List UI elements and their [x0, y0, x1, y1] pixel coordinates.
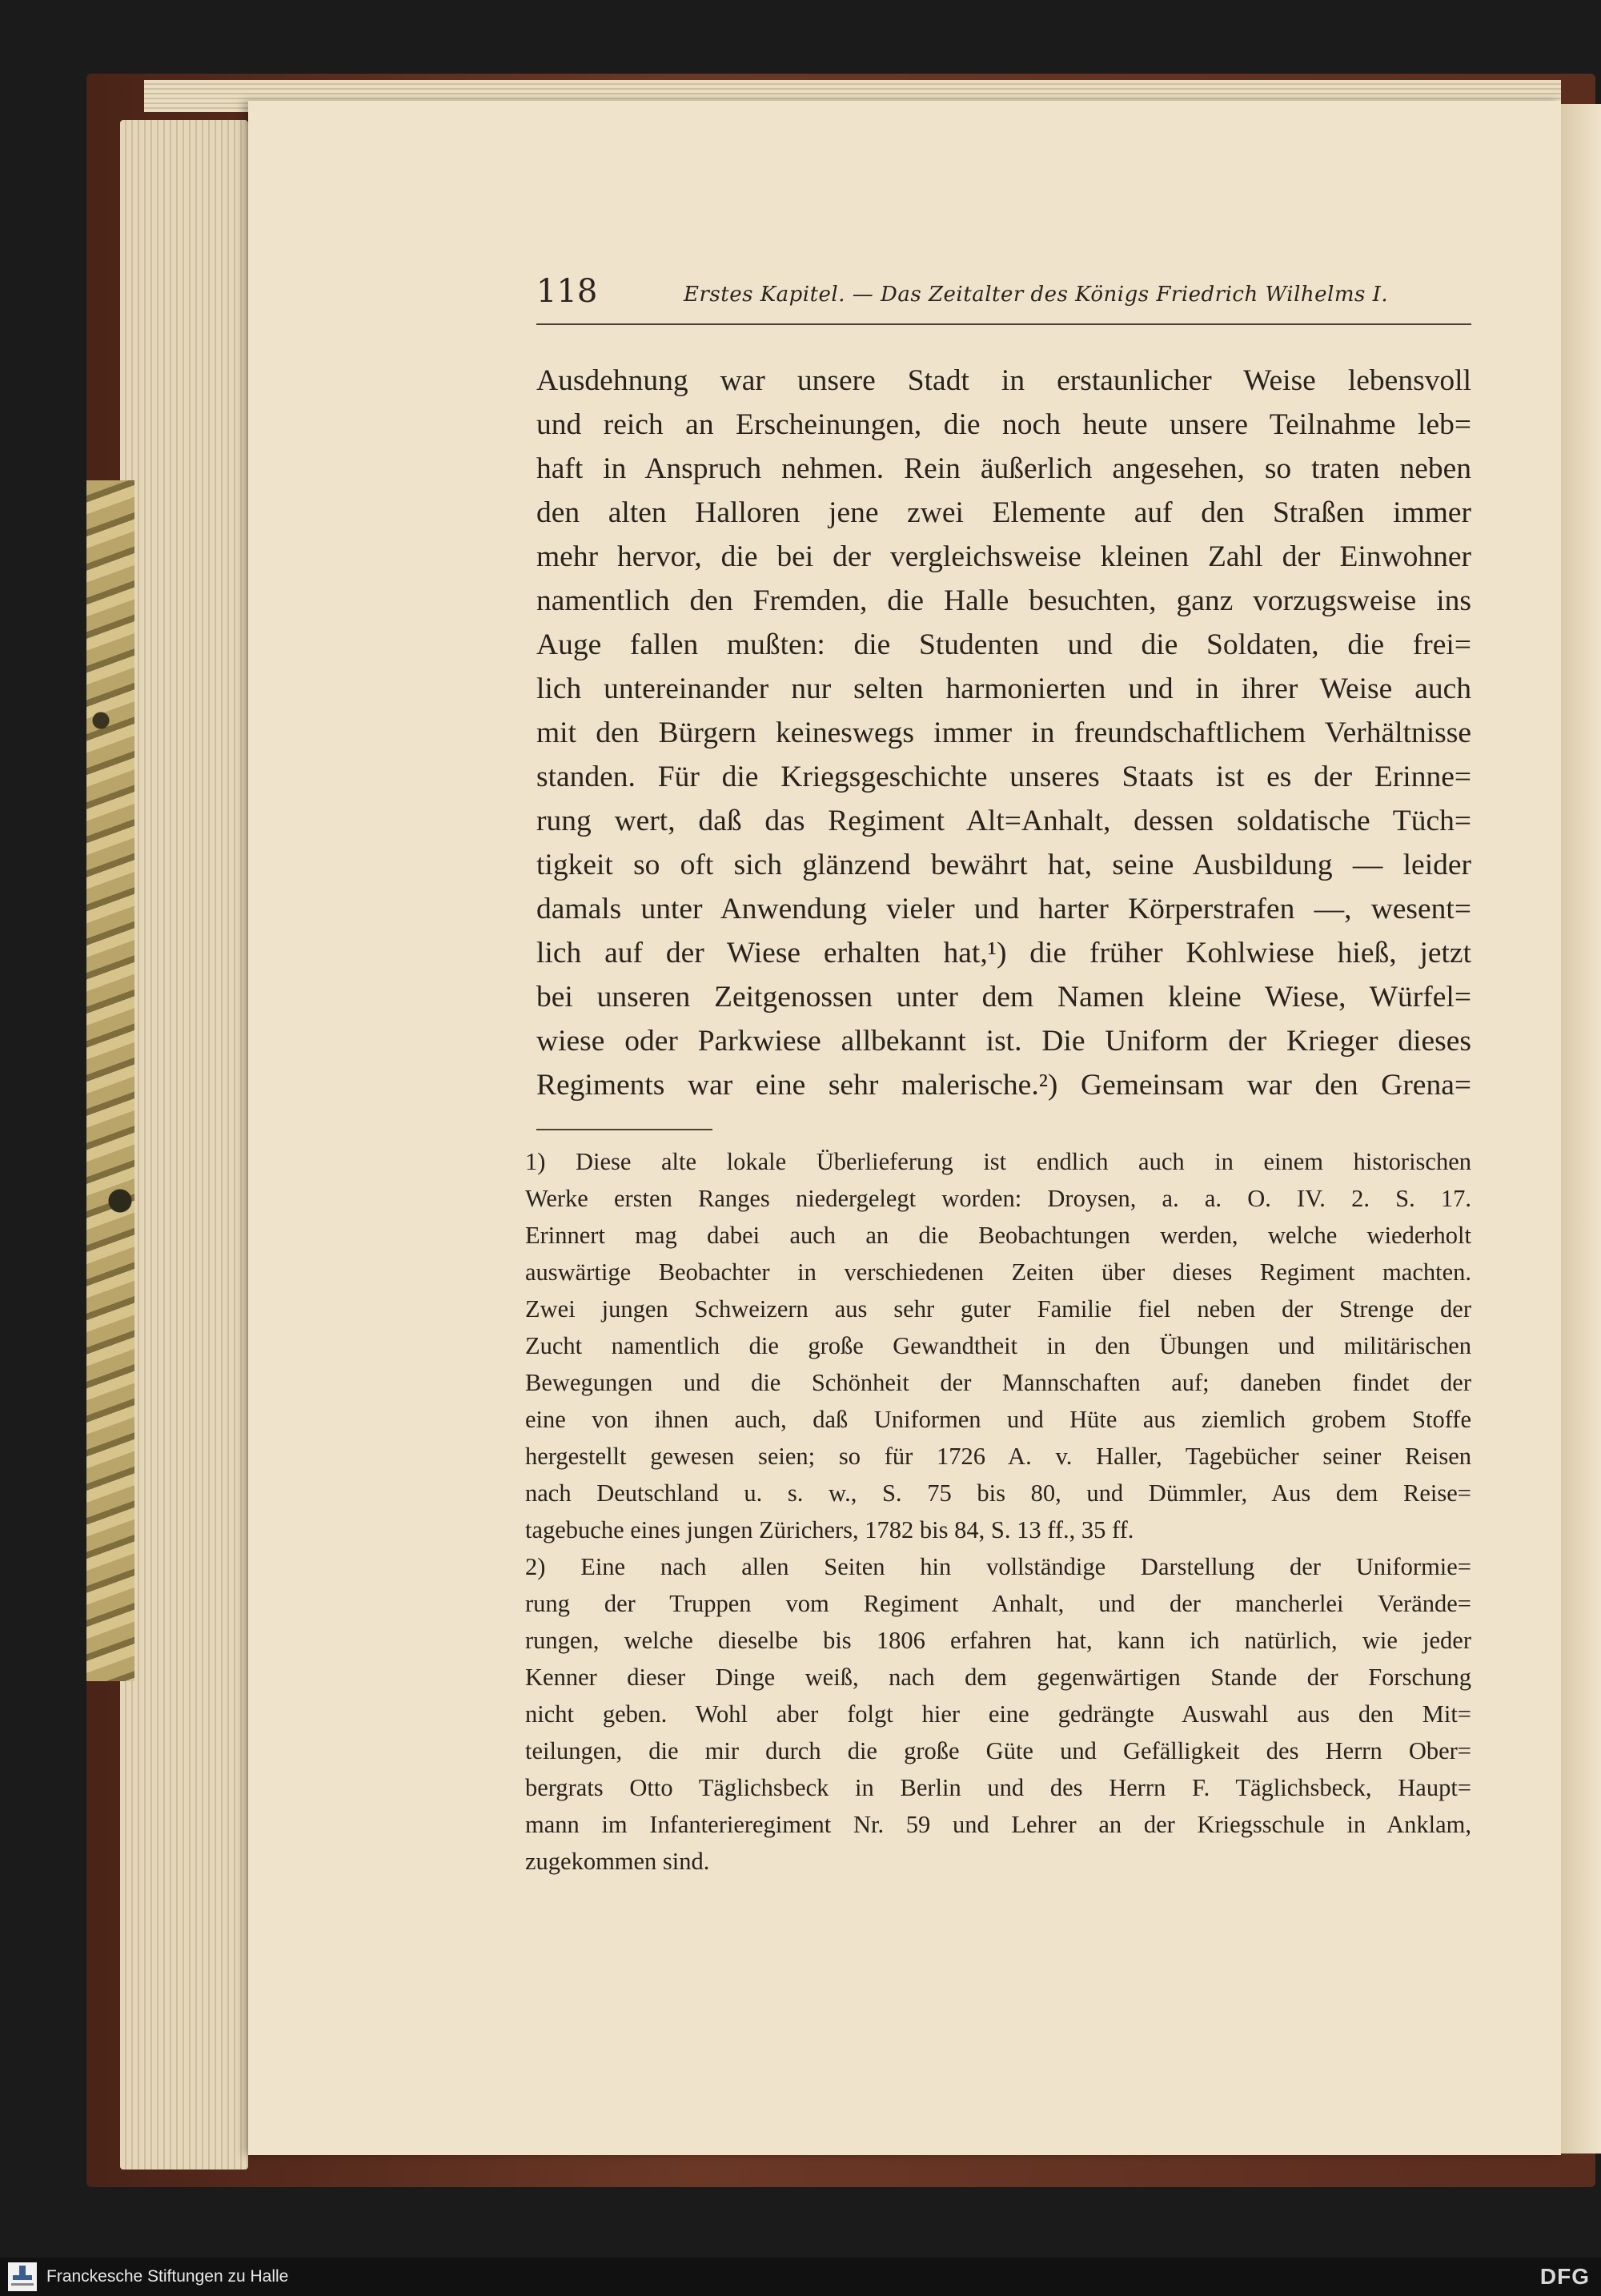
footnote-line: teilungen, die mir durch die große Güte und Gefälligkeit des Herrn Ober= — [525, 1737, 1471, 1764]
footnote-line: Bewegungen und die Schönheit der Mannschaften auf; daneben findet der — [525, 1369, 1471, 1396]
body-line: Ausdehnung war unsere Stadt in erstaunlicher Weise lebensvoll — [536, 364, 1471, 397]
body-text — [536, 359, 1471, 1107]
body-line: haft in Anspruch nehmen. Rein äußerlich angesehen, so traten neben — [536, 452, 1471, 485]
dfg-logo: DFG — [1539, 2264, 1590, 2289]
body-line: lich untereinander nur selten harmonierten und in ihrer Weise auch — [536, 672, 1471, 705]
francke-foundations-logo-icon — [8, 2262, 37, 2291]
footnote-line: Erinnert mag dabei auch an die Beobachtungen werden, welche wiederholt — [525, 1222, 1471, 1249]
footnote-line: mann im Infanterieregiment Nr. 59 und Lehrer an der Kriegsschule in Anklam, — [525, 1811, 1471, 1838]
footnote-line: tagebuche eines jungen Zürichers, 1782 bis 84, S. 13 ff., 35 ff. — [525, 1516, 1134, 1543]
footnote-line: Kenner dieser Dinge weiß, nach dem gegenwärtigen Stande der Forschung — [525, 1664, 1471, 1691]
body-line: damals unter Anwendung vieler und harter Körperstrafen —, wesent= — [536, 893, 1471, 925]
body-line: und reich an Erscheinungen, die noch heute unsere Teilnahme leb= — [536, 408, 1471, 441]
footnote-line: zugekommen sind. — [525, 1848, 710, 1875]
page-right-edge — [1561, 104, 1601, 2154]
footnote-line: rung der Truppen vom Regiment Anhalt, und der mancherlei Verände= — [525, 1590, 1471, 1617]
footnote-line: eine von ihnen auch, daß Uniformen und Hüte aus ziemlich grobem Stoffe — [525, 1406, 1471, 1433]
footnote-line: nicht geben. Wohl aber folgt hier eine gedrängte Auswahl aus den Mit= — [525, 1700, 1471, 1728]
running-head — [536, 272, 1471, 325]
body-line: den alten Halloren jene zwei Elemente auf den Straßen immer — [536, 496, 1471, 529]
footnote-line: nach Deutschland u. s. w., S. 75 bis 80, und Dümmler, Aus dem Reise= — [525, 1479, 1471, 1507]
footnote-line: 1) Diese alte lokale Überlieferung ist endlich auch in einem historischen — [525, 1148, 1471, 1175]
body-line: mit den Bürgern keineswegs immer in freundschaftlichem Verhältnisse — [536, 716, 1471, 749]
body-line: mehr hervor, die bei der vergleichsweise kleinen Zahl der Einwohner — [536, 540, 1471, 573]
running-head-title: Erstes Kapitel. — Das Zeitalter des Königs Friedrich Wilhelms I. — [684, 283, 1389, 307]
footnote-line: hergestellt gewesen seien; so für 1726 A. v. Haller, Tagebücher seiner Reisen — [525, 1443, 1471, 1470]
page-number: 118 — [536, 273, 598, 310]
footnote-line: Zwei jungen Schweizern aus sehr guter Familie fiel neben der Strenge der — [525, 1295, 1471, 1323]
body-line: lich auf der Wiese erhalten hat,¹) die früher Kohlwiese hieß, jetzt — [536, 937, 1471, 969]
footnote-line: 2) Eine nach allen Seiten hin vollständige Darstellung der Uniformie= — [525, 1553, 1471, 1580]
footnote-line: auswärtige Beobachter in verschiedenen Zeiten über dieses Regiment machten. — [525, 1258, 1471, 1286]
footnote-rule — [536, 1129, 712, 1130]
footnote-line: Zucht namentlich die große Gewandtheit in den Übungen und militärischen — [525, 1332, 1471, 1359]
marbled-endpaper — [86, 480, 134, 1681]
body-line: Auge fallen mußten: die Studenten und die Soldaten, die frei= — [536, 628, 1471, 661]
footnote-line: bergrats Otto Täglichsbeck in Berlin und des Herrn F. Täglichsbeck, Haupt= — [525, 1774, 1471, 1801]
body-line: rung wert, daß das Regiment Alt=Anhalt, dessen soldatische Tüch= — [536, 805, 1471, 837]
body-line: bei unseren Zeitgenossen unter dem Namen kleine Wiese, Würfel= — [536, 981, 1471, 1014]
archive-name: Franckesche Stiftungen zu Halle — [46, 2267, 289, 2286]
footer-bar — [0, 2258, 1601, 2296]
footnotes — [525, 1143, 1471, 1880]
body-line: standen. Für die Kriegsgeschichte unseres Staats ist es der Erinne= — [536, 761, 1471, 793]
body-line: wiese oder Parkwiese allbekannt ist. Die Uniform der Krieger dieses — [536, 1025, 1471, 1058]
footnote-line: rungen, welche dieselbe bis 1806 erfahren hat, kann ich natürlich, wie jeder — [525, 1627, 1471, 1654]
body-line: tigkeit so oft sich glänzend bewährt hat, seine Ausbildung — leider — [536, 849, 1471, 881]
body-line: Regiments war eine sehr malerische.²) Gemeinsam war den Grena= — [536, 1069, 1471, 1102]
body-line: namentlich den Fremden, die Halle besuchten, ganz vorzugsweise ins — [536, 584, 1471, 617]
page-stack-edges — [120, 120, 248, 2170]
footnote-line: Werke ersten Ranges niedergelegt worden: Droysen, a. a. O. IV. 2. S. 17. — [525, 1185, 1471, 1212]
